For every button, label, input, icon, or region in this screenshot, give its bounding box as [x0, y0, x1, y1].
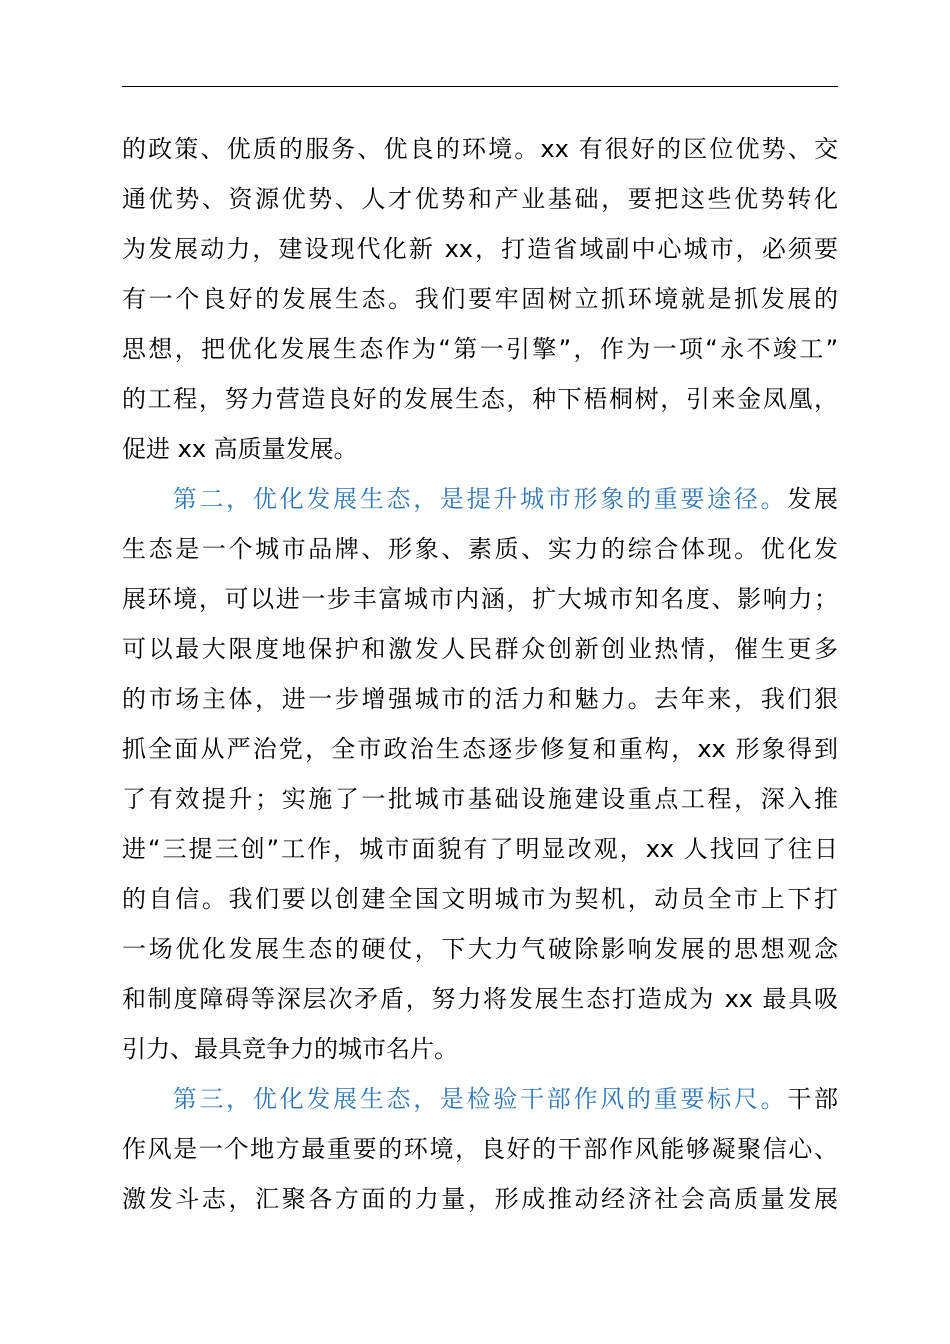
paragraph-1-line: 的工程，努力营造良好的发展生态，种下梧桐树，引来金凤凰，	[122, 385, 838, 413]
paragraph-3-first-line	[122, 1074, 838, 1124]
paragraph-2-line: 展环境，可以进一步丰富城市内涵，扩大城市知名度、影响力；	[122, 585, 838, 613]
paragraph-2-line: 的市场主体，进一步增强城市的活力和魅力。去年来，我们狠	[122, 685, 838, 713]
paragraph-2-line: 和制度障碍等深层次矛盾，努力将发展生态打造成为 xx 最具吸	[122, 985, 838, 1013]
paragraph-3-line: 作风是一个地方最重要的环境，良好的干部作风能够凝聚信心、	[122, 1135, 838, 1163]
paragraph-1-line: 通优势、资源优势、人才优势和产业基础，要把这些优势转化	[122, 185, 838, 213]
paragraph-2-first-line-rest: 发展	[787, 485, 839, 513]
paragraph-2-line: 可以最大限度地保护和激发人民群众创新创业热情，催生更多	[122, 635, 838, 663]
header-rule	[122, 86, 838, 87]
paragraph-2-line: 进“三提三创”工作，城市面貌有了明显改观，xx 人找回了往日	[122, 835, 838, 863]
paragraph-3-line: 激发斗志，汇聚各方面的力量，形成推动经济社会高质量发展	[122, 1185, 838, 1213]
paragraph-2-heading: 第二，优化发展生态，是提升城市形象的重要途径。	[170, 485, 788, 513]
document-body	[122, 124, 838, 1224]
paragraph-1-line: 的政策、优质的服务、优良的环境。xx 有很好的区位优势、交	[122, 135, 838, 163]
paragraph-2-line: 了有效提升；实施了一批城市基础设施建设重点工程，深入推	[122, 785, 838, 813]
paragraph-2-line: 一场优化发展生态的硬仗，下大力气破除影响发展的思想观念	[122, 935, 838, 963]
paragraph-1-line: 思想，把优化发展生态作为“第一引擎”，作为一项“永不竣工”	[122, 335, 838, 363]
paragraph-2-line: 引力、最具竞争力的城市名片。	[122, 1035, 458, 1063]
paragraph-2-line: 的自信。我们要以创建全国文明城市为契机，动员全市上下打	[122, 885, 838, 913]
paragraph-2-first-line	[122, 474, 838, 524]
paragraph-2-line: 生态是一个城市品牌、形象、素质、实力的综合体现。优化发	[122, 535, 838, 563]
paragraph-3-first-line-rest: 干部	[787, 1085, 839, 1113]
paragraph-3-heading: 第三，优化发展生态，是检验干部作风的重要标尺。	[170, 1085, 788, 1113]
paragraph-1-line: 促进 xx 高质量发展。	[122, 435, 358, 463]
paragraph-1-line: 为发展动力，建设现代化新 xx，打造省域副中心城市，必须要	[122, 235, 838, 263]
paragraph-1-line: 有一个良好的发展生态。我们要牢固树立抓环境就是抓发展的	[122, 285, 838, 313]
paragraph-2-line: 抓全面从严治党，全市政治生态逐步修复和重构，xx 形象得到	[122, 735, 838, 763]
